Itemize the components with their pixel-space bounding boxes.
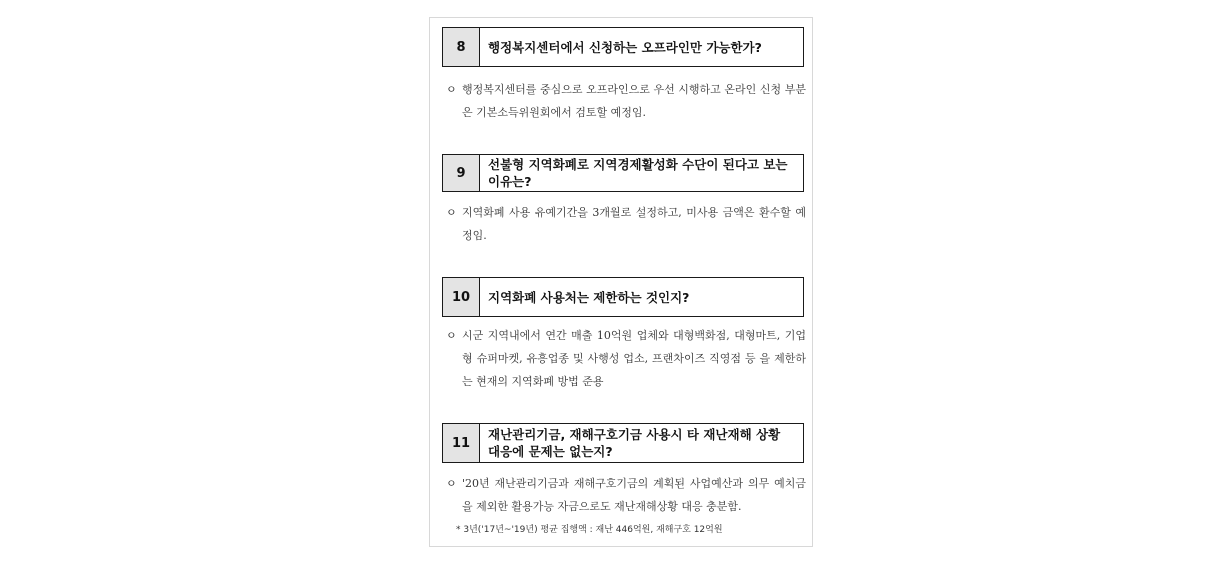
question-text: 행정복지센터에서 신청하는 오프라인만 가능한가? xyxy=(488,39,762,55)
question-number: 9 xyxy=(443,155,480,191)
bullet-icon: ㅇ xyxy=(446,83,457,96)
question-box-9 xyxy=(442,154,804,192)
bullet-icon: ㅇ xyxy=(446,329,457,342)
bullet-icon: ㅇ xyxy=(446,477,457,490)
question-number: 10 xyxy=(443,278,480,316)
question-number: 11 xyxy=(443,424,480,462)
answer-10 xyxy=(446,324,806,393)
question-text: 선불형 지역화폐로 지역경제활성화 수단이 된다고 보는 이유는? xyxy=(488,157,788,189)
answer-8 xyxy=(446,78,806,124)
question-number: 8 xyxy=(443,28,480,66)
footnote: * 3년('17년~'19년) 평균 집행액 : 재난 446억원, 재해구호 12억원 xyxy=(456,525,723,535)
question-box-8 xyxy=(442,27,804,67)
answer-9 xyxy=(446,201,806,247)
question-box-10 xyxy=(442,277,804,317)
document-page xyxy=(429,17,813,547)
answer-text: 행정복지센터를 중심으로 오프라인으로 우선 시행하고 온라인 신청 부분은 기본소득위원회에서 검토할 예정임. xyxy=(462,83,806,119)
answer-text: 시군 지역내에서 연간 매출 10억원 업체와 대형백화점, 대형마트, 기업형 슈퍼마켓, 유흥업종 및 사행성 업소, 프랜차이즈 직영점 등 을 제한하는 현재의 지역화폐 방법 준용 xyxy=(462,329,806,388)
answer-text: '20년 재난관리기금과 재해구호기금의 계획된 사업예산과 의무 예치금을 제외한 활용가능 자금으로도 재난재해상황 대응 충분함. xyxy=(462,477,806,513)
question-text: 재난관리기금, 재해구호기금 사용시 타 재난재해 상황 대응에 문제는 없는지? xyxy=(488,427,781,459)
answer-text: 지역화폐 사용 유예기간을 3개월로 설정하고, 미사용 금액은 환수할 예정임. xyxy=(462,206,806,242)
question-box-11 xyxy=(442,423,804,463)
bullet-icon: ㅇ xyxy=(446,206,457,219)
question-text: 지역화폐 사용처는 제한하는 것인지? xyxy=(488,289,690,305)
answer-11 xyxy=(446,472,806,518)
